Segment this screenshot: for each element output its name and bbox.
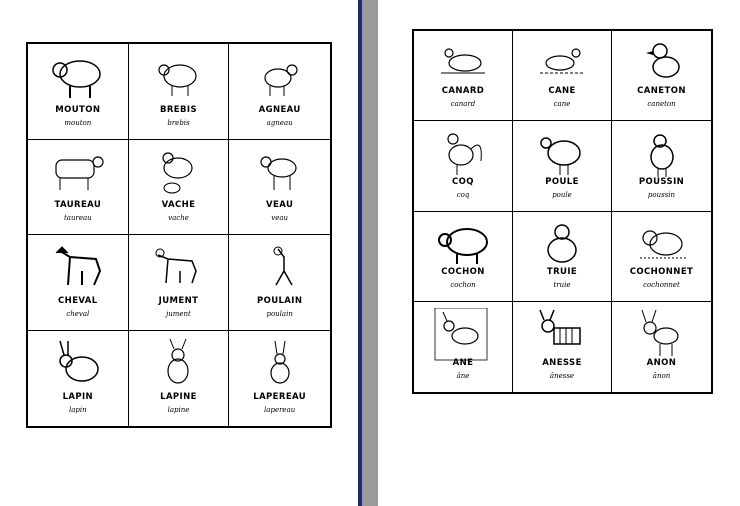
card-label: COQ — [452, 176, 474, 187]
card-agneau — [229, 44, 330, 140]
doe-rabbit-icon — [146, 337, 210, 391]
card-label: COCHON — [441, 266, 485, 277]
card-anesse — [513, 302, 612, 392]
card-cursive: cane — [553, 100, 571, 109]
card-cursive: ânesse — [549, 372, 575, 380]
card-cursive: coq — [456, 190, 470, 199]
card-label: ANON — [646, 358, 677, 368]
card-poussin — [612, 121, 711, 211]
card-mouton — [28, 44, 129, 140]
card-label: AGNEAU — [258, 104, 301, 115]
card-label: ANE — [452, 358, 474, 368]
card-cursive: cochonnet — [643, 280, 680, 289]
card-label: CHEVAL — [58, 295, 98, 306]
left-page — [0, 0, 358, 506]
piglet-icon — [630, 218, 694, 272]
card-brebis — [129, 44, 230, 140]
card-cursive: canard — [450, 100, 476, 109]
chick-icon — [630, 127, 694, 181]
card-cursive: lapine — [167, 406, 190, 414]
card-cursive: lapin — [69, 406, 87, 414]
page-gutter — [362, 0, 378, 506]
card-truie — [513, 212, 612, 302]
card-label: VEAU — [266, 200, 294, 210]
card-label: POULE — [545, 176, 579, 187]
card-cochonnet — [612, 212, 711, 302]
hen-icon — [530, 127, 594, 181]
card-veau — [229, 140, 330, 236]
card-label: LAPIN — [62, 392, 94, 402]
card-label: ANESSE — [542, 358, 582, 368]
card-cheval — [28, 235, 129, 331]
card-label: LAPINE — [160, 392, 197, 402]
card-cursive: poule — [552, 190, 572, 199]
rabbit-icon — [46, 337, 110, 391]
bunny-icon — [248, 337, 312, 391]
card-cursive: poussin — [647, 190, 676, 199]
bull-icon — [46, 146, 110, 200]
right-flashcard-grid — [412, 29, 713, 394]
card-cursive: vache — [168, 214, 189, 222]
jenny-icon — [530, 308, 594, 362]
rooster-icon — [431, 127, 495, 181]
card-cane — [513, 31, 612, 121]
card-cochon — [414, 212, 513, 302]
card-vache — [129, 140, 230, 236]
card-poulain — [229, 235, 330, 331]
card-cursive: ânon — [652, 372, 671, 380]
card-cursive: cheval — [66, 309, 90, 318]
horse-icon — [46, 241, 110, 295]
duck-icon — [530, 37, 594, 91]
card-caneton — [612, 31, 711, 121]
card-label: LAPEREAU — [253, 392, 307, 402]
card-cursive: cochon — [450, 280, 476, 289]
card-anon — [612, 302, 711, 392]
card-cursive: agneau — [266, 118, 293, 127]
card-label: POULAIN — [256, 295, 303, 306]
card-cursive: truie — [553, 280, 571, 289]
card-coq — [414, 121, 513, 211]
card-label: CANETON — [637, 86, 686, 97]
card-cursive: mouton — [64, 118, 92, 127]
card-label: TRUIE — [546, 266, 578, 277]
card-poule — [513, 121, 612, 211]
card-cursive: veau — [271, 214, 289, 222]
card-label: VACHE — [161, 200, 196, 210]
drake-icon — [431, 37, 495, 91]
calf-icon — [248, 146, 312, 200]
foal-icon — [248, 241, 312, 295]
donkey-icon — [431, 308, 495, 362]
card-cursive: taureau — [63, 214, 92, 222]
card-lapereau — [229, 331, 330, 427]
card-lapine — [129, 331, 230, 427]
card-label: COCHONNET — [629, 266, 694, 277]
card-cursive: jument — [166, 309, 191, 318]
card-label: CANE — [548, 86, 576, 97]
card-taureau — [28, 140, 129, 236]
card-cursive: lapereau — [264, 406, 296, 414]
mare-icon — [146, 241, 210, 295]
card-label: MOUTON — [55, 104, 101, 115]
card-label: CANARD — [441, 86, 485, 97]
card-canard — [414, 31, 513, 121]
duckling-icon — [630, 37, 694, 91]
card-ane — [414, 302, 513, 392]
card-jument — [129, 235, 230, 331]
foal-donkey-icon — [630, 308, 694, 362]
card-lapin — [28, 331, 129, 427]
card-label: TAUREAU — [54, 200, 102, 210]
ewe-icon — [146, 50, 210, 104]
sow-icon — [530, 218, 594, 272]
card-cursive: brebis — [167, 118, 190, 127]
card-cursive: poulain — [266, 309, 293, 318]
card-label: BREBIS — [159, 104, 197, 115]
card-label: POUSSIN — [638, 176, 685, 187]
card-cursive: âne — [456, 372, 470, 380]
pig-icon — [431, 218, 495, 272]
card-cursive: caneton — [647, 100, 676, 109]
card-label: JUMENT — [158, 295, 199, 306]
sheep-icon — [46, 50, 110, 104]
cow-icon — [146, 146, 210, 200]
lamb-icon — [248, 50, 312, 104]
left-flashcard-grid — [26, 42, 332, 428]
